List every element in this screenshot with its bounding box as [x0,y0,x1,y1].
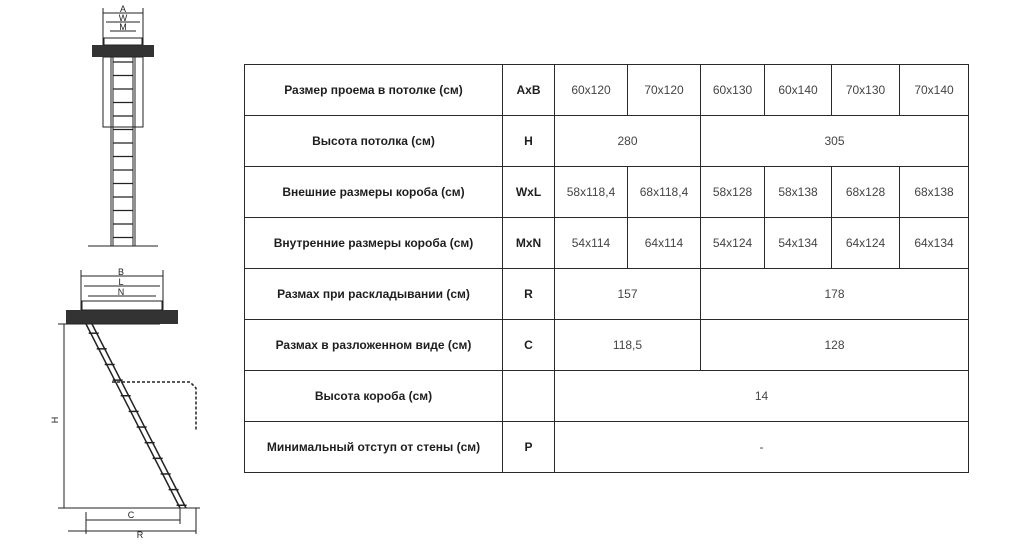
parameter-name-cell: Высота потолка (см) [245,116,503,167]
value-cell: 280 [555,116,701,167]
value-cell: 68x138 [900,167,969,218]
value-cell: 70x130 [832,65,900,116]
value-cell: 58x128 [701,167,765,218]
value-cell: 54x134 [765,218,832,269]
parameter-name-cell: Минимальный отступ от стены (см) [245,422,503,473]
value-cell: 305 [701,116,969,167]
dim-label-b: B [117,267,125,277]
parameter-name-cell: Высота короба (см) [245,371,503,422]
dim-label-w: W [118,13,128,23]
ladder-diagram [0,0,240,559]
parameter-name-cell: Внешние размеры короба (см) [245,167,503,218]
value-cell: 70x140 [900,65,969,116]
dim-label-n: N [117,287,125,297]
symbol-cell: R [503,269,555,320]
value-cell: 178 [701,269,969,320]
dim-label-l: L [118,277,124,287]
value-cell: 54x124 [701,218,765,269]
value-cell: 60x130 [701,65,765,116]
parameter-name-cell: Внутренние размеры короба (см) [245,218,503,269]
table-row [245,371,969,422]
value-cell: 118,5 [555,320,701,371]
ladder-rungs [113,62,133,238]
ladder-side-view [58,270,200,534]
value-cell: 70x120 [628,65,701,116]
value-cell: 58x138 [765,167,832,218]
value-cell: 64x134 [900,218,969,269]
value-cell: 60x140 [765,65,832,116]
value-cell: 128 [701,320,969,371]
dim-label-h: H [50,416,60,424]
dim-label-m: M [119,22,127,32]
specifications-table [244,64,969,473]
symbol-cell: MxN [503,218,555,269]
parameter-name-cell: Размер проема в потолке (см) [245,65,503,116]
table-row [245,422,969,473]
symbol-cell: WxL [503,167,555,218]
top-dimension-labels [119,4,128,32]
value-cell: 58x118,4 [555,167,628,218]
table-row [245,218,969,269]
value-cell: 157 [555,269,701,320]
symbol-cell: AxB [503,65,555,116]
value-cell: 68x118,4 [628,167,701,218]
symbol-cell: P [503,422,555,473]
symbol-cell [503,371,555,422]
value-cell: 14 [555,371,969,422]
dim-label-r: R [136,530,144,540]
value-cell: 54x114 [555,218,628,269]
table-row [245,65,969,116]
value-cell: - [555,422,969,473]
symbol-cell: C [503,320,555,371]
value-cell: 60x120 [555,65,628,116]
table-row [245,116,969,167]
dim-label-c: C [127,510,135,520]
symbol-cell: H [503,116,555,167]
table-row [245,269,969,320]
parameter-name-cell: Размах в разложенном виде (см) [245,320,503,371]
value-cell: 68x128 [832,167,900,218]
value-cell: 64x124 [832,218,900,269]
table-row [245,320,969,371]
value-cell: 64x114 [628,218,701,269]
dim-label-a: A [119,4,127,14]
table-row [245,167,969,218]
parameter-name-cell: Размах при раскладывании (см) [245,269,503,320]
